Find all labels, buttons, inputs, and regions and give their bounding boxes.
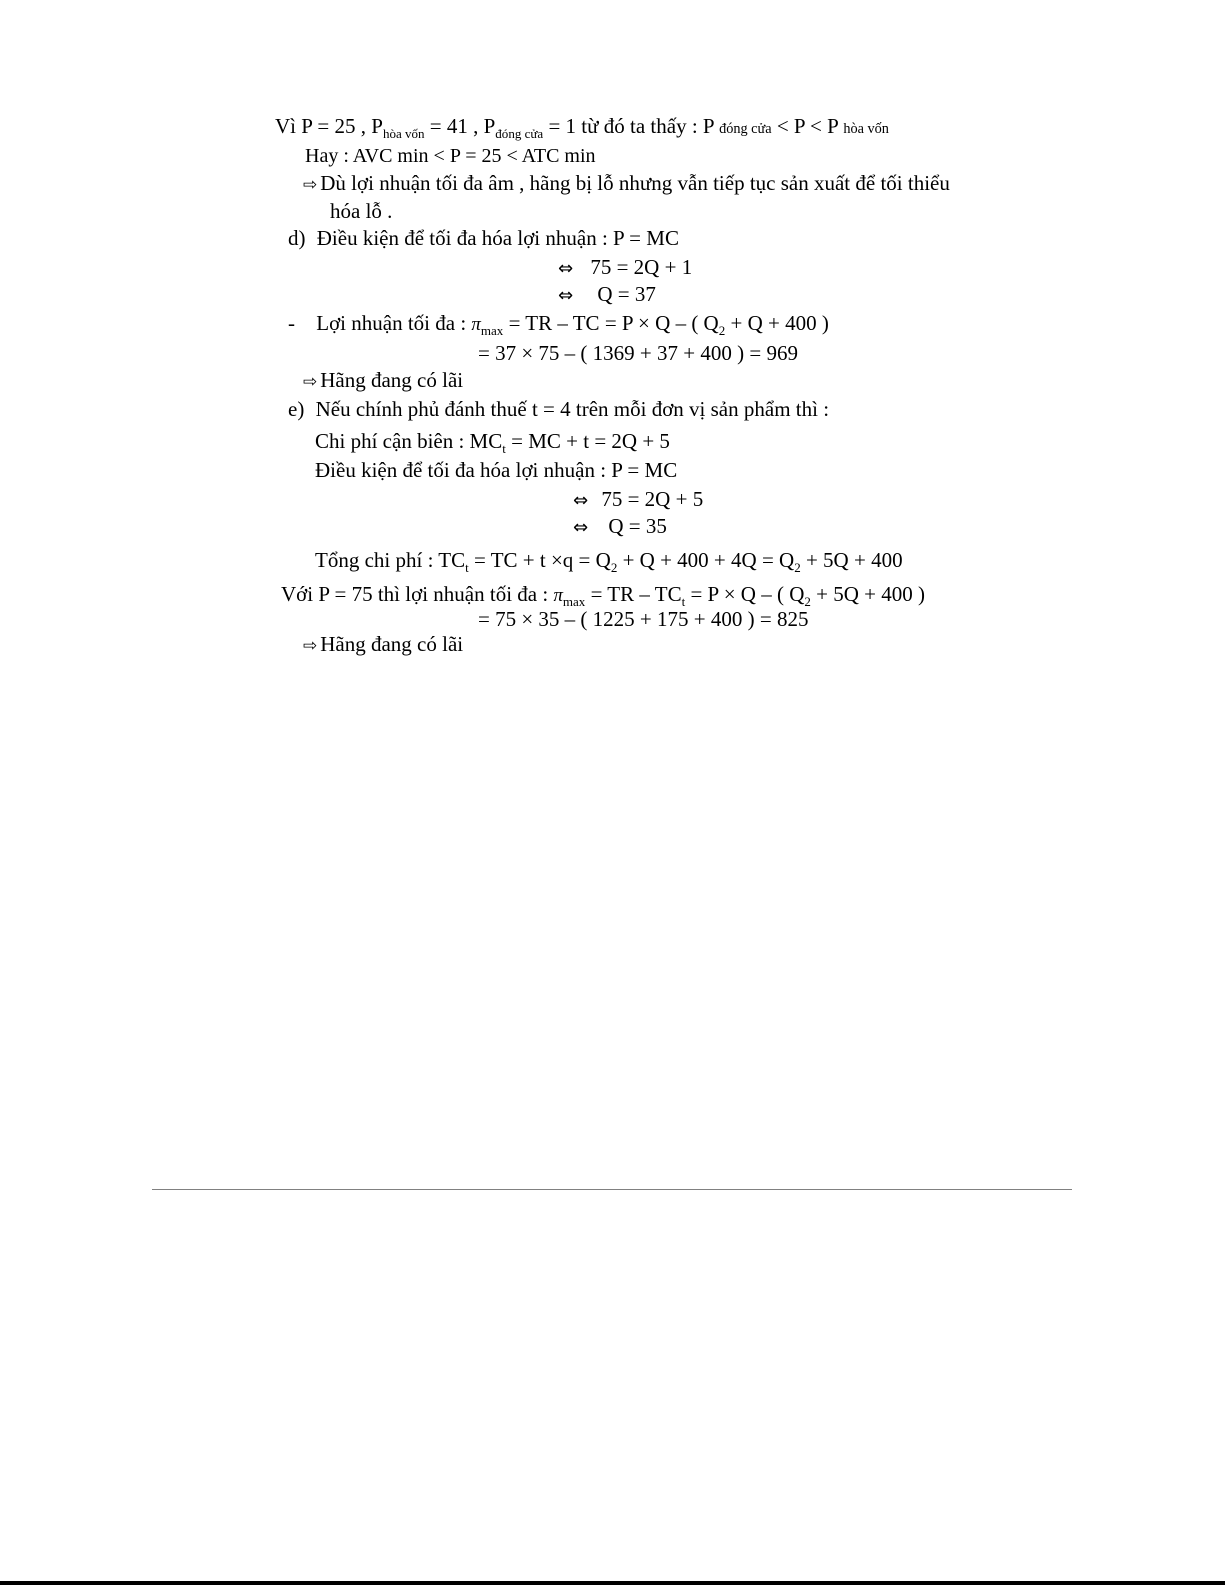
subscript: 2	[794, 560, 801, 576]
text: = TR – TC = P × Q – ( Q	[503, 311, 719, 335]
text: + 5Q + 400	[800, 548, 903, 572]
profit-at-p75-calculation	[478, 609, 808, 630]
line-conclusion-loss	[303, 173, 950, 194]
subscript: max	[562, 594, 586, 610]
equation	[573, 516, 667, 537]
text: 75 = 2Q + 1	[590, 255, 693, 279]
text: = TR – TC	[585, 582, 682, 606]
text: = P × Q – ( Q	[685, 582, 805, 606]
subscript: 2	[804, 594, 811, 610]
text: Hãng đang có lãi	[320, 632, 464, 656]
text: Điều kiện để tối đa hóa lợi nhuận : P = MC	[315, 458, 678, 482]
text: Hãng đang có lãi	[320, 368, 464, 392]
text: + Q + 400 )	[725, 311, 829, 335]
implies-arrow-icon: ⇨	[303, 372, 318, 392]
text: = MC + t = 2Q + 5	[505, 429, 670, 453]
line-avc-atc	[305, 146, 596, 166]
profit-condition-line	[315, 460, 677, 481]
list-label: d)	[288, 226, 306, 250]
text: = 75 × 35 – ( 1225 + 175 + 400 ) = 825	[478, 607, 809, 631]
text: = 1 từ đó ta thấy : P	[543, 114, 720, 138]
text: Nếu chính phủ đánh thuế t = 4 trên mỗi đơn vị sản phẩm thì :	[315, 397, 830, 421]
text: 75 = 2Q + 5	[601, 487, 704, 511]
subscript: đóng cửa	[495, 126, 544, 142]
text: Chi phí cận biên : MC	[315, 429, 503, 453]
text: Hay : AVC min < P = 25 < ATC min	[305, 145, 596, 167]
marginal-cost-line	[315, 429, 670, 457]
subscript: t	[681, 594, 686, 610]
pi-symbol: π	[471, 314, 481, 335]
text: Với P = 75 thì lợi nhuận tối đa :	[281, 582, 554, 606]
subscript: t	[502, 441, 506, 457]
text: = TC + t ×q = Q	[468, 548, 611, 572]
text: Vì P = 25 , P	[275, 114, 383, 138]
subscript: 2	[718, 323, 726, 339]
equation	[558, 284, 656, 305]
section-d-heading	[288, 228, 679, 249]
subscript: hòa vốn	[382, 126, 425, 142]
list-label: e)	[288, 397, 305, 421]
text: + 5Q + 400 )	[810, 582, 926, 606]
line-conclusion-loss-cont	[330, 201, 392, 222]
implies-arrow-icon: ⇨	[303, 175, 318, 195]
total-cost-line	[315, 548, 903, 576]
equation	[558, 257, 692, 278]
iff-icon: ⇔	[558, 285, 574, 306]
text: hóa lỗ .	[330, 199, 393, 223]
text: Lợi nhuận tối đa :	[316, 311, 472, 335]
equation	[573, 489, 703, 510]
text: < P < P	[771, 114, 844, 138]
pi-symbol: π	[553, 585, 563, 606]
profit-formula	[288, 311, 829, 339]
iff-icon: ⇔	[558, 258, 574, 279]
line-price-comparison	[275, 114, 889, 142]
page-divider	[152, 1189, 1072, 1190]
text: Dù lợi nhuận tối đa âm , hãng bị lỗ nhưng vẫn tiếp tục sản xuất để tối thiểu	[320, 171, 950, 195]
profit-result	[303, 370, 463, 391]
text: + Q + 400 + 4Q = Q	[617, 548, 795, 572]
text: = 37 × 75 – ( 1369 + 37 + 400 ) = 969	[478, 341, 798, 365]
text: Q = 35	[608, 514, 667, 538]
bullet-dash: -	[288, 311, 295, 335]
text: Điều kiện để tối đa hóa lợi nhuận : P = MC	[316, 226, 679, 250]
subscript: đóng cửa	[719, 121, 772, 137]
profit-calculation	[478, 343, 798, 364]
iff-icon: ⇔	[573, 490, 589, 511]
text: = 41 , P	[424, 114, 496, 138]
subscript: 2	[610, 560, 618, 576]
text: Q = 37	[597, 282, 656, 306]
subscript: t	[465, 560, 469, 576]
subscript: max	[480, 323, 504, 339]
profit-at-p75-line	[281, 582, 926, 610]
iff-icon: ⇔	[573, 517, 589, 538]
subscript: hòa vốn	[843, 121, 889, 137]
implies-arrow-icon: ⇨	[303, 636, 318, 656]
bottom-border	[0, 1581, 1225, 1585]
text: Tổng chi phí : TC	[315, 548, 466, 572]
final-result	[303, 634, 463, 655]
section-e-heading	[288, 399, 829, 420]
